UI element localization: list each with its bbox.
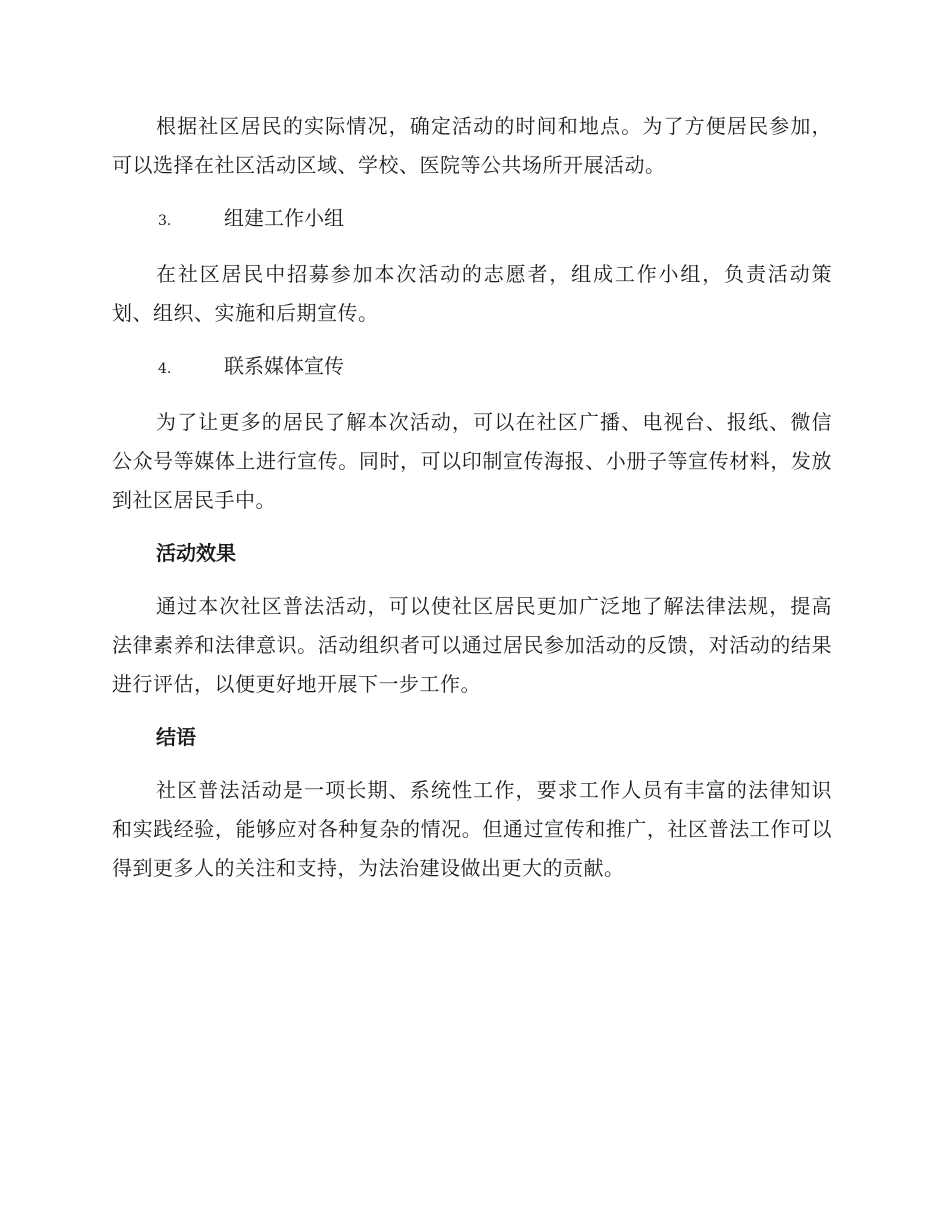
heading-effect: 活动效果 [156, 541, 236, 565]
list-title-3: 组建工作小组 [224, 206, 344, 230]
list-number-4: 4. [158, 361, 172, 377]
paragraph-conclusion: 社区普法活动是一项长期、系统性工作，要求工作人员有丰富的法律知识和实践经验，能够应对各种复杂的情况。但通过宣传和推广，社区普法工作可以得到更多人的关注和支持，为法治建设做出更大的贡献。 [112, 778, 832, 880]
list-title-4: 联系媒体宣传 [224, 354, 344, 378]
paragraph-team: 在社区居民中招募参加本次活动的志愿者，组成工作小组，负责活动策划、组织、实施和后期宣传。 [112, 262, 832, 325]
list-item-4 [112, 347, 832, 389]
paragraph-effect: 通过本次社区普法活动，可以使社区居民更加广泛地了解法律法规，提高法律素养和法律意识。活动组织者可以通过居民参加活动的反馈，对活动的结果进行评估，以便更好地开展下一步工作。 [112, 594, 832, 696]
paragraph-media: 为了让更多的居民了解本次活动，可以在社区广播、电视台、报纸、微信公众号等媒体上进行宣传。同时，可以印制宣传海报、小册子等宣传材料，发放到社区居民手中。 [112, 410, 832, 512]
heading-conclusion: 结语 [156, 725, 196, 749]
list-item-3 [112, 199, 832, 241]
paragraph-time-place: 根据社区居民的实际情况，确定活动的时间和地点。为了方便居民参加，可以选择在社区活动区域、学校、医院等公共场所开展活动。 [112, 114, 832, 177]
list-number-3: 3. [158, 213, 172, 229]
